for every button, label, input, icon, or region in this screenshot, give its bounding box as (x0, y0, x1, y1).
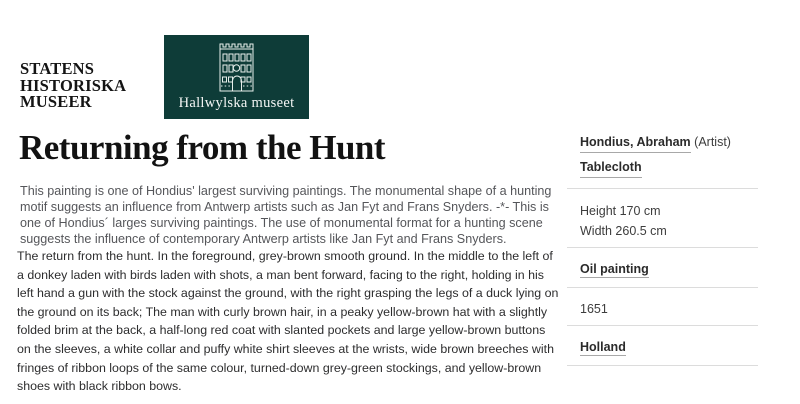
artist-link[interactable]: Hondius, Abraham (580, 134, 691, 153)
technique-link[interactable]: Oil painting (580, 262, 649, 276)
castle-facade-icon (208, 40, 266, 97)
section-dimensions (567, 189, 758, 248)
year-value: 1651 (580, 302, 608, 316)
subject-link[interactable]: Tablecloth (580, 159, 642, 178)
artwork-description-secondary: The return from the hunt. In the foreground, grey-brown smooth ground. In the middle to the left of a donkey laden with birds laden with shots, a man bent forward, facing to the right, holding in his left hand a gun with the stock against the ground, with the right grasping the legs of a duck lying on the ground on its back; The man with curly brown hair, in a peaky yellow-brown hat with a slightly folded brim at the back, a half-long red coat with slanted pockets and large yellow-brown buttons on the sleeves, a white collar and puffy white shirt sleeves at the wrists, wide brown breeches with fringes of ribbon loops of the same colour, turned-down grey-green stockings, and yellow-brown shoes with black ribbon bows. (17, 249, 559, 394)
artwork-details-sidebar (567, 128, 758, 366)
org-logo-line: STATENS (20, 59, 95, 78)
section-attribution (567, 128, 758, 189)
org-logo-line: MUSEER (20, 92, 92, 111)
artist-role-label: (Artist) (694, 135, 731, 149)
artwork-description-primary: This painting is one of Hondius' largest surviving paintings. The monumental shape of a hunting motif suggests an influence from Antwerp artists such as Jan Fyt and Frans Snyders. -*- This is one of Hondius´ larges surviving paintings. The use of monumental format for a hunting scene suggests the influence of contemporary Antwerp artists like Jan Fyt and Frans Snyders. (20, 184, 552, 246)
hallwylska-museet-logo[interactable] (164, 35, 309, 119)
section-technique (567, 248, 758, 288)
place-link[interactable]: Holland (580, 340, 626, 354)
height-value: Height 170 cm (580, 204, 661, 218)
artwork-title: Returning from the Hunt (19, 128, 386, 167)
statens-historiska-museer-logo[interactable] (20, 61, 126, 111)
subject-row (580, 159, 758, 178)
width-value: Width 260.5 cm (580, 224, 667, 238)
section-place (567, 326, 758, 366)
museum-logo-label: Hallwylska museet (178, 95, 295, 111)
artist-row (580, 134, 758, 153)
org-logo-line: HISTORISKA (20, 75, 127, 95)
section-year (567, 288, 758, 326)
